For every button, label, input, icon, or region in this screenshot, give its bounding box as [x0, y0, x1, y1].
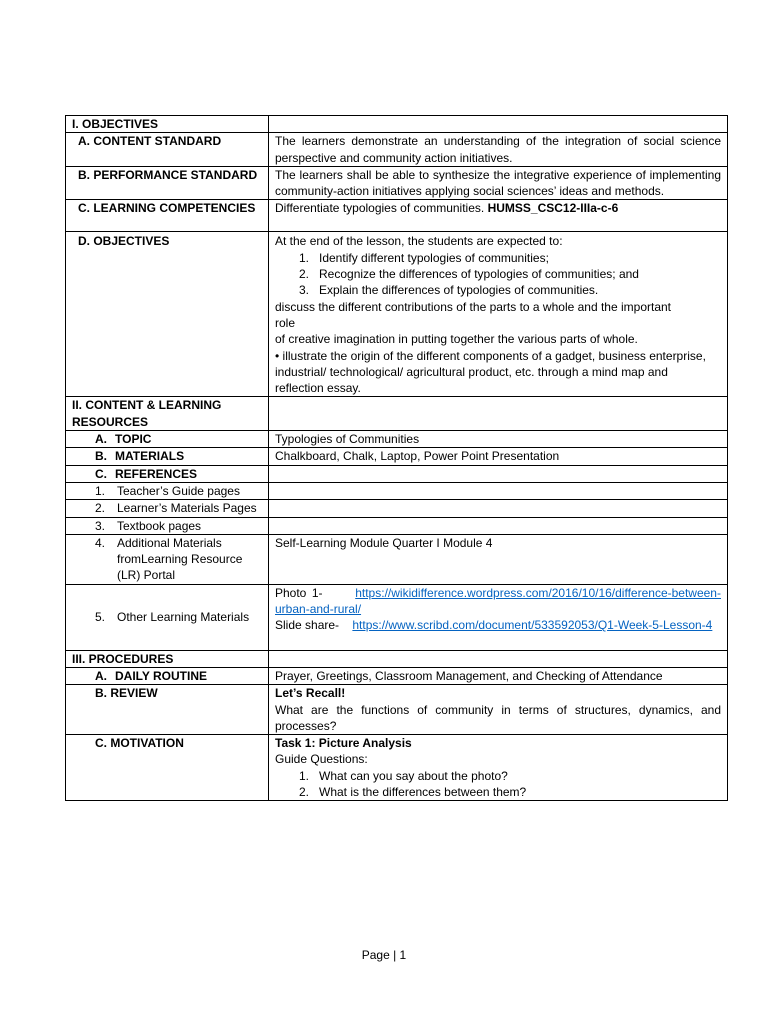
lesson-plan-table [65, 115, 728, 801]
ref-item-value [269, 482, 728, 499]
ref-item-label-cell: 1. Teacher’s Guide pages [66, 482, 269, 499]
review-title: Let’s Recall! [275, 686, 346, 701]
other-materials-label-cell: 5. Other Learning Materials [66, 584, 269, 650]
ref-item-value: Self-Learning Module Quarter I Module 4 [269, 534, 728, 584]
content-standard-text: The learners demonstrate an understanding of the integration of social science perspective and community action initiatives. [269, 133, 728, 167]
ref-item-row [66, 482, 728, 499]
topic-label-cell: A. TOPIC [66, 431, 269, 448]
learning-competencies-cell [269, 200, 728, 232]
topic-value: Typologies of Communities [269, 431, 728, 448]
materials-label-cell: B. MATERIALS [66, 448, 269, 465]
ref-item-label-cell: 3. Textbook pages [66, 517, 269, 534]
d-objectives-row [66, 232, 728, 397]
procedures-heading-row [66, 650, 728, 667]
performance-standard-label: B. PERFORMANCE STANDARD [66, 166, 269, 200]
page-footer: Page | 1 [361, 948, 407, 962]
review-cell [269, 685, 728, 735]
review-row [66, 685, 728, 735]
ref-item-value [269, 500, 728, 517]
ref-item-value [269, 517, 728, 534]
photo-link[interactable]: https://wikidifference.wordpress.com/2016/10/16/difference-between-urban-and-rural/ [275, 585, 721, 617]
references-label: REFERENCES [115, 466, 198, 481]
d-objectives-extra-6: reflection essay. [275, 381, 361, 396]
d-objectives-extra-2: role [275, 315, 296, 330]
learning-competencies-label: C. LEARNING COMPETENCIES [66, 200, 269, 232]
other-materials-label: Other Learning Materials [117, 610, 250, 625]
d-objectives-extra-3: of creative imagination in putting together the various parts of whole. [275, 332, 638, 347]
d-objectives-intro: At the end of the lesson, the students are expected to: [275, 234, 563, 249]
materials-value: Chalkboard, Chalk, Laptop, Power Point Presentation [269, 448, 728, 465]
d-objectives-extra-5: industrial/ technological/ agricultural product, etc. through a mind map and [275, 364, 668, 379]
daily-routine-row [66, 667, 728, 684]
ref-item-label: Learner’s Materials Pages [117, 501, 257, 516]
d-objectives-label: D. OBJECTIVES [66, 232, 269, 397]
objectives-heading-row [66, 116, 728, 133]
references-value [269, 465, 728, 482]
ref-item-row [66, 500, 728, 517]
learning-competencies-text: Differentiate typologies of communities. [275, 201, 485, 216]
daily-routine-value: Prayer, Greetings, Classroom Management, and Checking of Attendance [269, 667, 728, 684]
content-heading-row [66, 397, 728, 431]
learning-competencies-code: HUMSS_CSC12-IIIa-c-6 [487, 201, 619, 216]
photo-prefix: Photo 1- [275, 585, 323, 600]
references-label-cell: C. REFERENCES [66, 465, 269, 482]
ref-item-label: Textbook pages [117, 518, 202, 533]
ref-item-label-cell: 4. Additional Materials fromLearning Resource (LR) Portal [66, 534, 269, 584]
d-objectives-extra-4: • illustrate the origin of the different components of a gadget, business enterprise, [275, 348, 706, 363]
materials-row [66, 448, 728, 465]
performance-standard-text: The learners shall be able to synthesize the integrative experience of implementing community-action initiatives applying social sciences’ ideas and methods. [269, 166, 728, 200]
motivation-label: C. MOTIVATION [66, 735, 269, 801]
procedures-heading: III. PROCEDURES [66, 650, 269, 667]
ref-item-label: Teacher’s Guide pages [117, 483, 240, 498]
motivation-title: Task 1: Picture Analysis [275, 736, 412, 751]
daily-routine-label: DAILY ROUTINE [115, 668, 208, 683]
content-standard-label: A. CONTENT STANDARD [66, 133, 269, 167]
d-objectives-cell [269, 232, 728, 397]
ref-item-row [66, 517, 728, 534]
objectives-heading-value [269, 116, 728, 133]
content-heading-value [269, 397, 728, 431]
learning-competencies-row [66, 200, 728, 232]
materials-label: MATERIALS [115, 449, 185, 464]
topic-label: TOPIC [115, 432, 152, 447]
references-row [66, 465, 728, 482]
motivation-cell [269, 735, 728, 801]
topic-row [66, 431, 728, 448]
review-label: B. REVIEW [66, 685, 269, 735]
performance-standard-row [66, 166, 728, 200]
slide-link[interactable]: https://www.scribd.com/document/533592053/Q1-Week-5-Lesson-4 [352, 618, 713, 633]
d-objectives-item-3: 3. Explain the differences of typologies of communities. [299, 283, 599, 298]
motivation-row [66, 735, 728, 801]
other-materials-row [66, 584, 728, 650]
review-text: What are the functions of community in terms of structures, dynamics, and processes? [275, 702, 721, 733]
motivation-subtitle: Guide Questions: [275, 752, 368, 767]
other-materials-cell [269, 584, 728, 650]
d-objectives-extra-1: discuss the different contributions of the parts to a whole and the important [275, 299, 672, 314]
content-standard-row [66, 133, 728, 167]
d-objectives-item-1: 1. Identify different typologies of communities; [299, 250, 549, 265]
daily-routine-label-cell: A. DAILY ROUTINE [66, 667, 269, 684]
content-heading: II. CONTENT & LEARNING RESOURCES [66, 397, 269, 431]
d-objectives-item-2: 2. Recognize the differences of typologies of communities; and [299, 267, 639, 282]
motivation-item-1: 1. What can you say about the photo? [299, 768, 508, 783]
motivation-item-2: 2. What is the differences between them? [299, 784, 527, 799]
objectives-heading: I. OBJECTIVES [66, 116, 269, 133]
slide-prefix: Slide share- [275, 618, 340, 633]
ref-item-label: Additional Materials fromLearning Resource (LR) Portal [117, 535, 243, 583]
ref-item-label-cell: 2. Learner’s Materials Pages [66, 500, 269, 517]
ref-item-row [66, 534, 728, 584]
procedures-heading-value [269, 650, 728, 667]
